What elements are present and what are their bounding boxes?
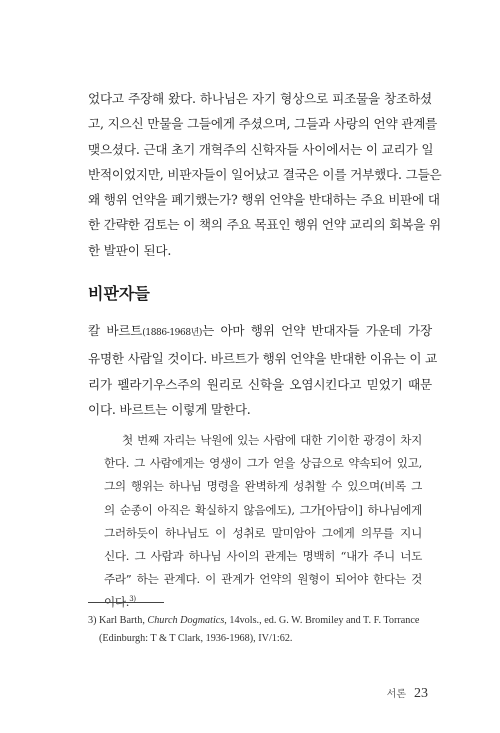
footnote-line bbox=[88, 612, 434, 630]
body-line: 이다. 바르트는 이렇게 말한다. bbox=[88, 401, 251, 417]
quote-line: 주라” 하는 관계다. 이 관계가 언약의 원형이 되어야 한다는 것 bbox=[104, 572, 422, 587]
footnote-reference[interactable]: 3) bbox=[129, 595, 136, 604]
intro-line: 한 간략한 검토는 이 책의 주요 목표인 행위 언약 교리의 회복을 위 bbox=[88, 217, 441, 233]
running-footer-section: 서론 bbox=[386, 689, 406, 700]
quote-line: 첫 번째 자리는 낙원에 있는 사람에 대한 기이한 광경이 차지 bbox=[122, 433, 422, 447]
intro-line: 한 발판이 된다. bbox=[88, 242, 172, 258]
page-number: 23 bbox=[414, 686, 428, 701]
body-line: 유명한 사람일 것이다. 바르트가 행위 언약을 반대한 이유는 이 교 bbox=[88, 351, 438, 367]
quote-line: 한다. 그 사람에게는 영생이 그가 얻을 상급으로 약속되어 있고, bbox=[104, 456, 422, 471]
block-quote bbox=[104, 429, 422, 615]
footnote-details: , 14vols., ed. G. W. Bromiley and T. F. Torrance bbox=[224, 615, 420, 626]
intro-line: 반적이었지만, 비판자들이 일어났고 결국은 이를 거부했다. 그들은 bbox=[88, 166, 442, 182]
intro-paragraph bbox=[88, 86, 442, 263]
body-line-end: 는 아마 행위 언약 반대자들 가운데 가장 bbox=[202, 323, 432, 338]
section-heading: 비판자들 bbox=[88, 284, 150, 303]
running-footer bbox=[387, 685, 428, 702]
intro-line: 맺으셨다. 근대 초기 개혁주의 신학자들 사이에서는 이 교리가 일 bbox=[88, 141, 434, 157]
quote-end-text: 이다. bbox=[104, 595, 130, 610]
quote-line: 그의 행위는 하나님 명령을 완벽하게 성취할 수 있으며(비록 그 bbox=[104, 479, 422, 494]
birth-years: (1886-1968년) bbox=[142, 328, 203, 338]
footnote-divider bbox=[88, 602, 164, 603]
footnote-line: (Edinburgh: T & T Clark, 1936-1968), IV/1:62. bbox=[99, 633, 293, 644]
footnote-book-title: Church Dogmatics bbox=[147, 615, 225, 626]
body-line: 리가 펠라기우스주의 원리로 신학을 오염시킨다고 믿었기 때문 bbox=[88, 376, 432, 392]
intro-line: 고, 지으신 만물을 그들에게 주셨으며, 그들과 사랑의 언약 관계를 bbox=[88, 116, 438, 132]
barth-paragraph bbox=[88, 318, 438, 422]
quote-line: 의 순종이 아직은 확실하지 않음에도), 그가[아담이] 하나님에게 bbox=[104, 502, 422, 517]
body-line-start: 칼 바르트 bbox=[88, 323, 143, 338]
quote-line: 신다. 그 사람과 하나님 사이의 관계는 명백히 “내가 주니 너도 bbox=[104, 549, 422, 564]
quote-line: 그러하듯이 하나님도 이 성취로 말미암아 그에게 의무를 지니 bbox=[104, 525, 422, 540]
intro-line: 왜 행위 언약을 폐기했는가? 행위 언약을 반대하는 주요 비판에 대 bbox=[88, 192, 440, 208]
intro-line: 었다고 주장해 왔다. 하나님은 자기 형상으로 피조물을 창조하셨 bbox=[88, 91, 432, 106]
footnote-marker: 3) Karl Barth, bbox=[88, 615, 148, 626]
body-line bbox=[88, 318, 432, 346]
footnote bbox=[88, 612, 434, 648]
